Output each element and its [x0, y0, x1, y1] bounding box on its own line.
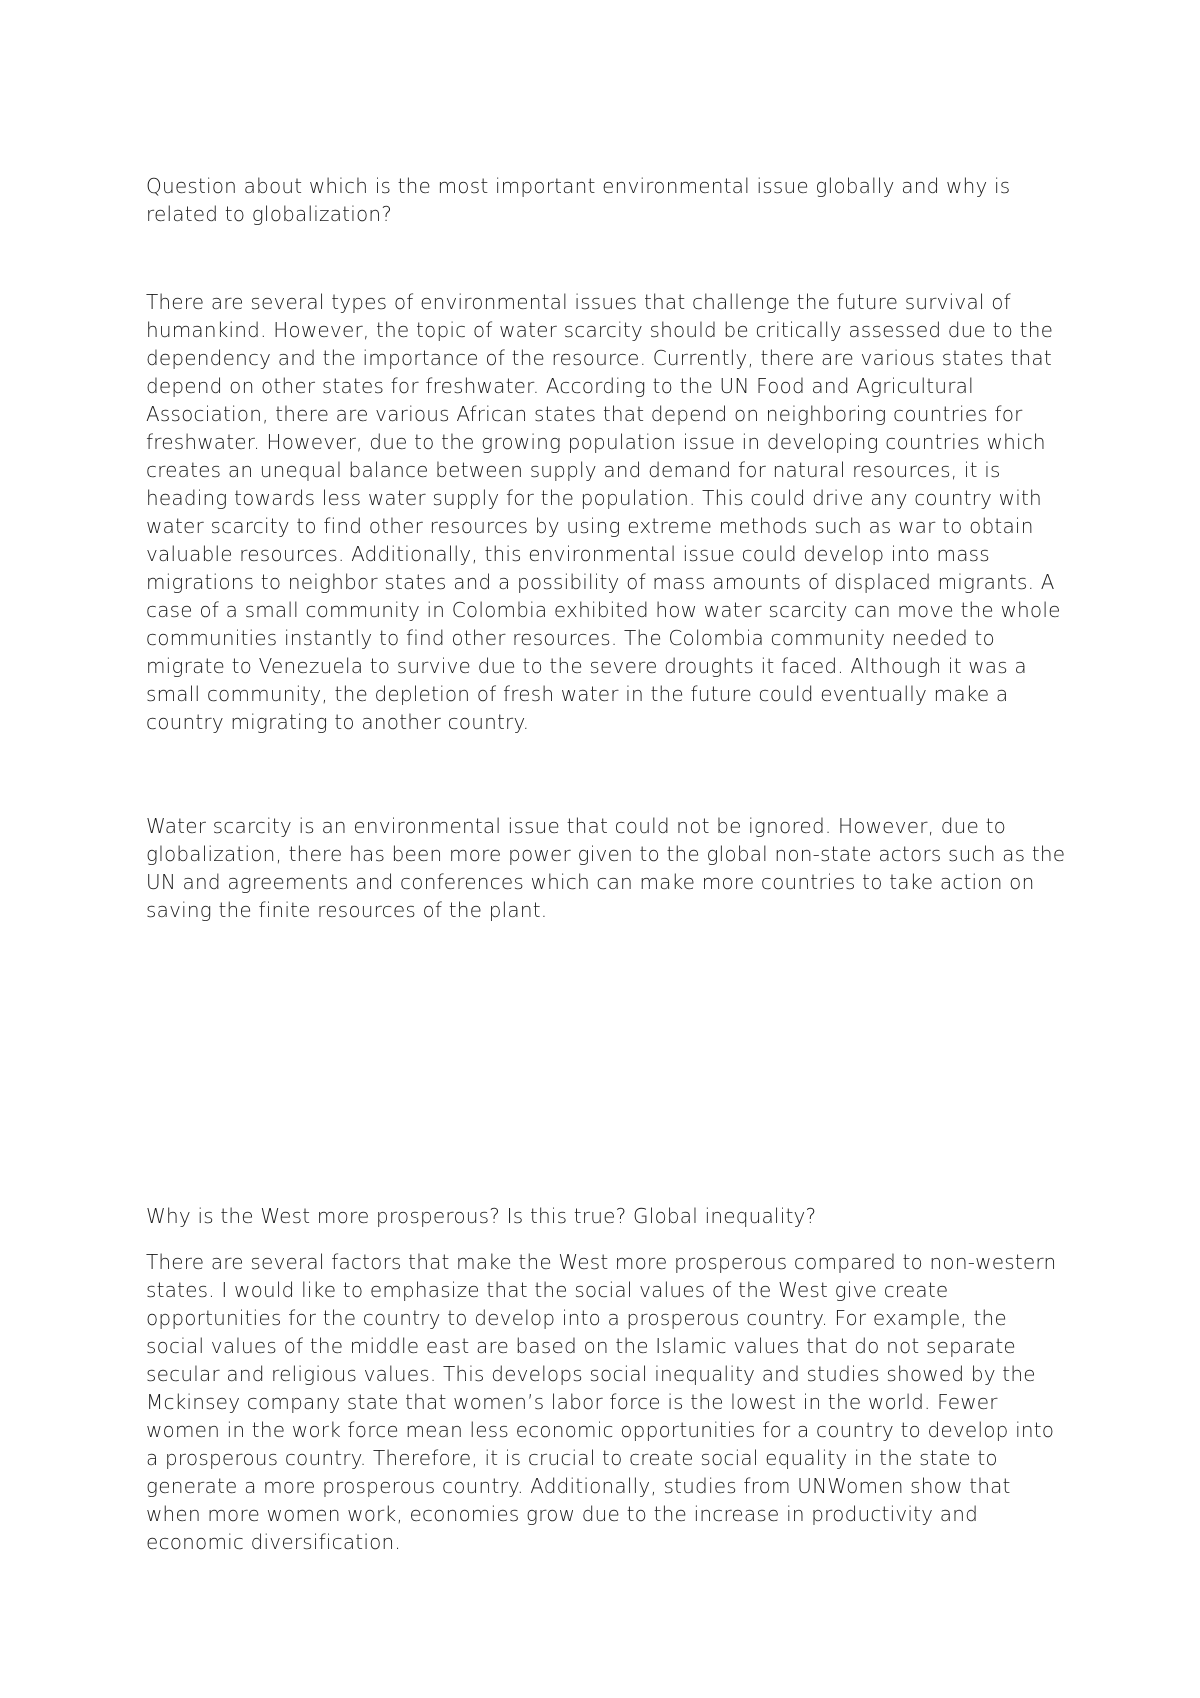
- answer-paragraph-water-scarcity: There are several types of environmental issues that challenge the future survival of humankind. However, the topic of water scarcity should be critically assessed due to the dependency and the importance of the resource. Currently, there are various states that depend on other states for freshwater. According to the UN Food and Agricultural Association, there are various African states that depend on neighboring countries for freshwater. However, due to the growing population issue in developing countries which creates an unequal balance between supply and demand for natural resources, it is heading towards less water supply for the population. This could drive any country with water scarcity to find other resources by using extreme methods such as war to obtain valuable resources. Additionally, this environmental issue could develop into mass migrations to neighbor states and a possibility of mass amounts of displaced migrants. A case of a small community in Colombia exhibited how water scarcity can move the whole communities instantly to find other resources. The Colombia community needed to migrate to Venezuela to survive due to the severe droughts it faced. Although it was a small community, the depletion of fresh water in the future could eventually make a country migrating to another country.: [146, 290, 1061, 734]
- answer-paragraph-social-values: There are several factors that make the West more prosperous compared to non-western states. I would like to emphasize that the social values of the West give create opportunities for the country to develop into a prosperous country. For example, the social values of the middle east are based on the Islamic values that do not separate secular and religious values. This develops social inequality and studies showed by the Mckinsey company state that women’s labor force is the lowest in the world. Fewer women in the work force mean less economic opportunities for a country to develop into a prosperous country. Therefore, it is crucial to create social equality in the state to generate a more prosperous country. Additionally, studies from UNWomen show that when more women work, economies grow due to the increase in productivity and economic diversification.: [146, 1250, 1057, 1554]
- answer-paragraph-globalization: Water scarcity is an environmental issue that could not be ignored. However, due to globalization, there has been more power given to the global non-state actors such as the UN and agreements and conferences which can make more countries to take action on saving the finite resources of the plant.: [146, 814, 1066, 922]
- question-west-prosperity: Why is the West more prosperous? Is this true? Global inequality?: [146, 1204, 817, 1228]
- question-environmental-issue: Question about which is the most important environmental issue globally and why is related to globalization?: [146, 174, 1011, 226]
